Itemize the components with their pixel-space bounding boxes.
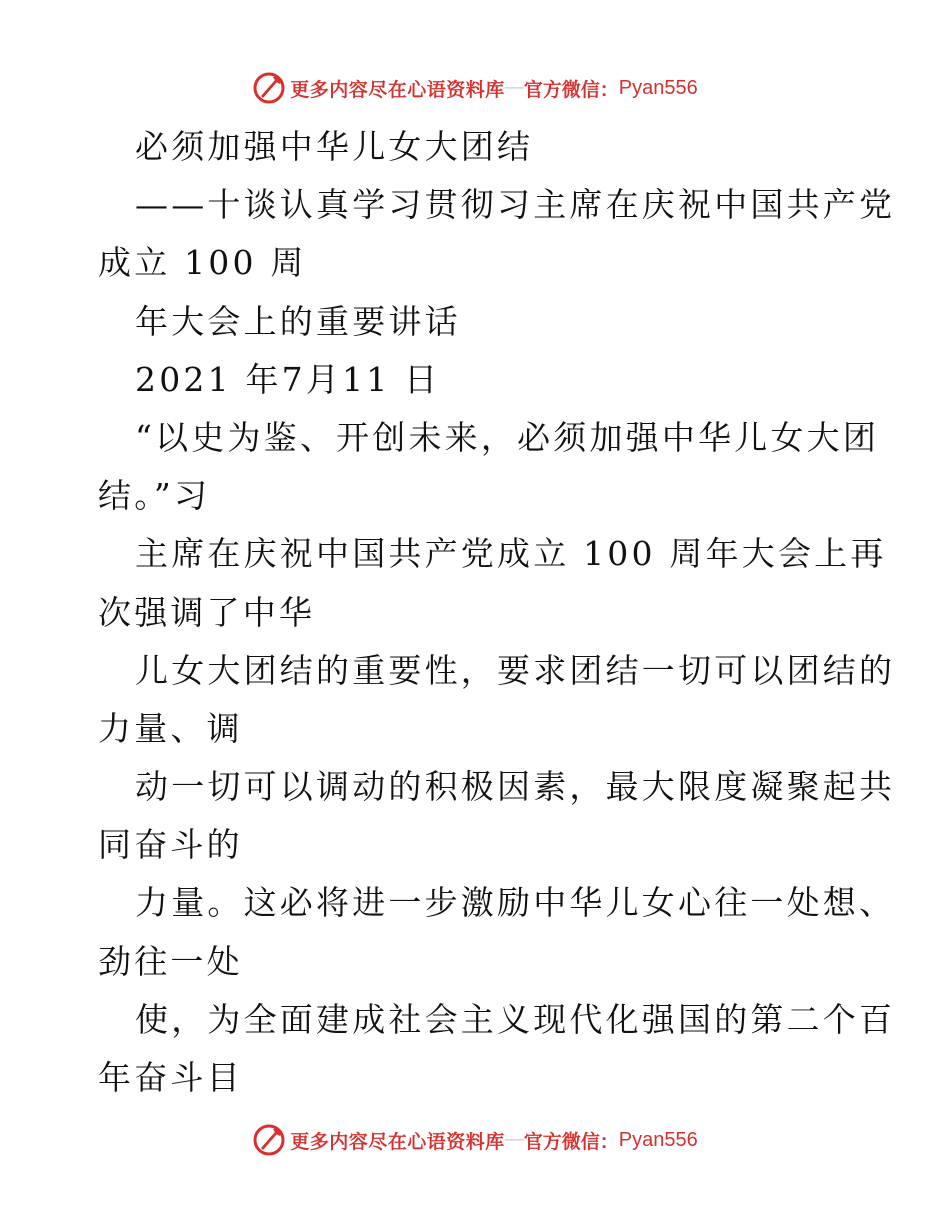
doc-subtitle-line: ——十谈认真学习贯彻习主席在庆祝中国共产党 [135, 185, 896, 225]
doc-paragraph-line: 结。”习 [98, 476, 211, 516]
doc-paragraph-line: 力量。这必将进一步激励中华儿女心往一处想、 [135, 883, 896, 923]
doc-subtitle-line: 成立 100 周 [98, 243, 307, 283]
doc-paragraph-line: “以史为鉴、开创未来，必须加强中华儿女大团 [135, 417, 880, 457]
document-body [98, 118, 896, 1107]
doc-date: 2021 年7月11 日 [135, 359, 441, 399]
banner-wechat-id: Pyan556 [618, 76, 698, 99]
header-banner [0, 68, 950, 108]
footer-banner [0, 1120, 950, 1160]
banner-wechat-label: 官方微信： [523, 1130, 619, 1153]
banner-text: 更多内容尽在心语资料库 [290, 1130, 505, 1153]
quill-logo-icon [252, 1123, 286, 1157]
doc-subtitle-line: 年大会上的重要讲话 [135, 301, 461, 341]
doc-title: 必须加强中华儿女大团结 [135, 127, 534, 166]
doc-paragraph-line: 主席在庆祝中国共产党成立 100 周年大会上再 [135, 534, 887, 574]
quill-logo-icon [252, 71, 286, 105]
doc-paragraph-line: 劲往一处 [98, 941, 243, 981]
doc-paragraph-line: 次强调了中华 [98, 592, 316, 632]
banner-wechat-id: Pyan556 [618, 1128, 698, 1151]
banner-separator: — [504, 77, 524, 98]
banner-wechat-label: 官方微信： [523, 78, 619, 101]
doc-paragraph-line: 儿女大团结的重要性，要求团结一切可以团结的 [135, 650, 896, 690]
banner-separator: — [504, 1129, 524, 1150]
doc-paragraph-line: 年奋斗目 [98, 1058, 243, 1097]
doc-paragraph-line: 同奋斗的 [98, 825, 243, 865]
doc-paragraph-line: 动一切可以调动的积极因素，最大限度凝聚起共 [135, 767, 896, 807]
doc-paragraph-line: 力量、调 [98, 708, 243, 748]
doc-paragraph-line: 使，为全面建成社会主义现代化强国的第二个百 [135, 999, 896, 1039]
banner-text: 更多内容尽在心语资料库 [290, 78, 505, 101]
